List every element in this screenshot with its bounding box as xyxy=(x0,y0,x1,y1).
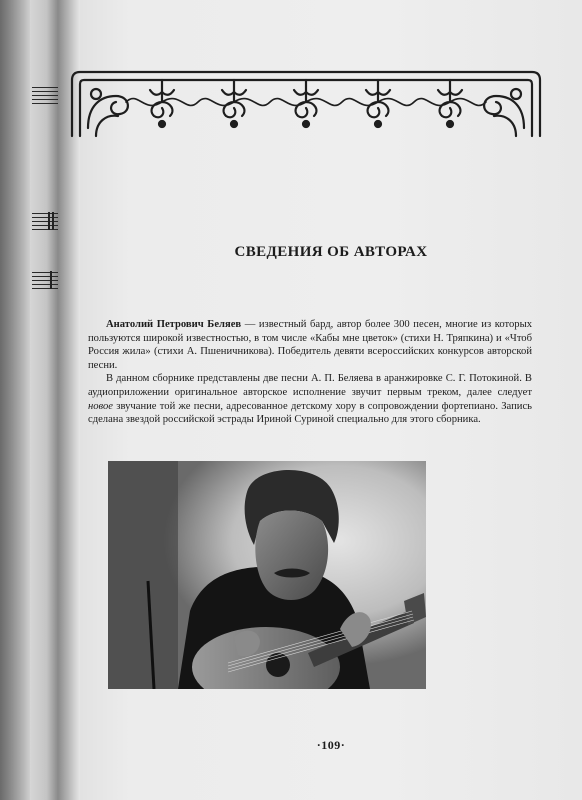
staff-barline xyxy=(48,212,50,230)
page-number: ·109· xyxy=(316,738,346,752)
page-title: СВЕДЕНИЯ ОБ АВТОРАХ xyxy=(234,244,428,260)
author-name: Анатолий Петрович Беляев xyxy=(106,319,242,330)
music-staff-fragment xyxy=(32,272,58,292)
authors-text-block xyxy=(88,318,532,427)
previous-page-edge xyxy=(30,0,58,800)
scanner-edge xyxy=(0,0,30,800)
author-photo xyxy=(108,461,426,689)
collection-text-start: В данном сборнике представлены две песни А. П. Беляева в аранжировке С. Г. Потокиной. В аудиоприложении оригинальное авторское исполнение звучит первым треком, далее следует xyxy=(88,373,532,398)
staff-barline xyxy=(52,212,54,230)
music-staff-fragment xyxy=(32,87,58,107)
collection-text-end: звучание той же песни, адресованное детскому хору в сопровождении фортепиано. Запись сделана звездой российской эстрады Ириной Суриной специально для этого сборника. xyxy=(88,400,532,426)
author-bio-text: — известный бард, автор более 300 песен, многие из которых пользуются широкой известностью, в том числе «Кабы мне цветок» (стихи Н. Тряпкина) и «Чтоб Россия жила» (стихи А. Пшеничникова). Победитель девяти всероссийских конкурсов авторской песни. xyxy=(88,319,533,371)
collection-paragraph xyxy=(88,372,532,426)
staff-barline xyxy=(50,271,52,289)
author-paragraph xyxy=(88,318,532,372)
emphasized-word: новое xyxy=(88,400,114,412)
header-ornament-icon xyxy=(66,66,546,138)
music-staff-fragment xyxy=(32,213,58,233)
